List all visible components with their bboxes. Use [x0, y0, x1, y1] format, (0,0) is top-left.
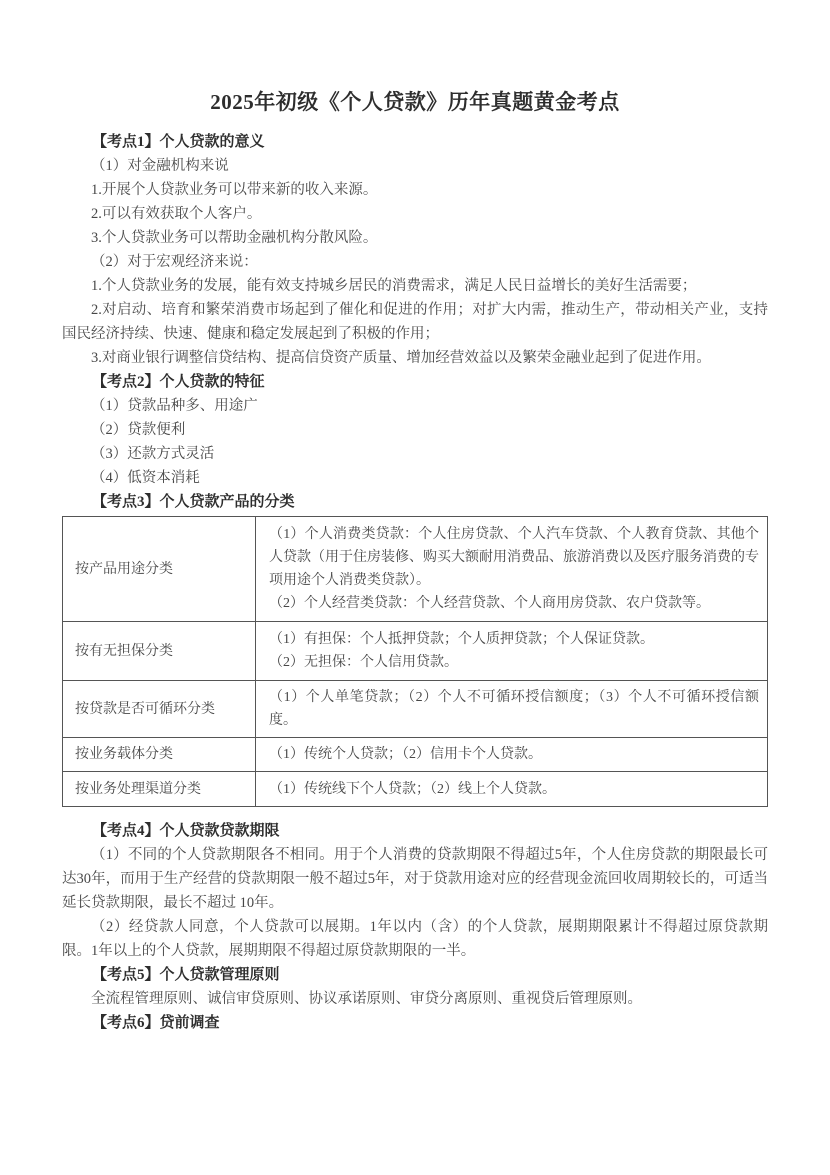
kp4-heading: 【考点4】个人贷款贷款期限	[92, 823, 280, 839]
row-label-cell: 按有无担保分类	[63, 622, 256, 681]
cell-line: （1）传统线下个人贷款；（2）线上个人贷款。	[269, 781, 556, 797]
paragraph: （1）不同的个人贷款期限各不相同。用于个人消费的贷款期限不得超过5年，个人住房贷款的期限最长可达30年，而用于生产经营的贷款期限一般不超过5年，对于贷款用途对应的经营现金流回收周期较长的，可适当延长贷款期限，最长不超过 10年。	[62, 847, 768, 911]
paragraph: （4）低资本消耗	[91, 470, 200, 486]
paragraph: 全流程管理原则、诚信审贷原则、协议承诺原则、审贷分离原则、重视贷后管理原则。	[91, 991, 642, 1007]
paragraph: （2）贷款便利	[91, 422, 186, 438]
paragraph: 3.对商业银行调整信贷结构、提高信贷资产质量、增加经营效益以及繁荣金融业起到了促进作用。	[91, 350, 711, 366]
row-label-cell: 按业务载体分类	[63, 738, 256, 772]
cell-line: （1）有担保：个人抵押贷款；个人质押贷款；个人保证贷款。	[269, 632, 654, 647]
row-label-cell: 按贷款是否可循环分类	[63, 681, 256, 738]
kp5-heading: 【考点5】个人贷款管理原则	[92, 967, 280, 983]
row-content-cell	[256, 738, 768, 772]
paragraph: （3）还款方式灵活	[91, 446, 215, 462]
row-label-cell: 按业务处理渠道分类	[63, 772, 256, 807]
cell-line: （1）传统个人贷款；（2）信用卡个人贷款。	[269, 747, 542, 762]
row-label-cell: 按产品用途分类	[63, 517, 256, 622]
paragraph: （2）经贷款人同意，个人贷款可以展期。1年以内（含）的个人贷款，展期期限累计不得超过原贷款期限。1年以上的个人贷款，展期期限不得超过原贷款期限的一半。	[62, 919, 768, 959]
kp1-heading: 【考点1】个人贷款的意义	[92, 134, 265, 150]
kp2-heading: 【考点2】个人贷款的特征	[92, 374, 265, 390]
document-title: 2025年初级《个人贷款》历年真题黄金考点	[210, 90, 620, 114]
cell-line: （1）个人单笔贷款；（2）个人不可循环授信额度；（3）个人不可循环授信额度。	[269, 690, 759, 728]
kp3-heading: 【考点3】个人贷款产品的分类	[92, 494, 295, 510]
paragraph: （2）对于宏观经济来说：	[91, 254, 258, 270]
cell-line: （1）个人消费类贷款：个人住房贷款、个人汽车贷款、个人教育贷款、其他个人贷款（用于住房装修、购买大额耐用消费品、旅游消费以及医疗服务消费的专项用途个人消费类贷款）。	[269, 527, 759, 588]
table-row	[63, 738, 768, 772]
table-row	[63, 681, 768, 738]
paragraph: （1）对金融机构来说	[91, 158, 229, 174]
cell-line: （2）无担保：个人信用贷款。	[269, 655, 458, 670]
kp6-heading: 【考点6】贷前调查	[92, 1015, 220, 1031]
table-row	[63, 517, 768, 622]
paragraph: 2.可以有效获取个人客户。	[91, 206, 262, 222]
row-content-cell	[256, 772, 768, 807]
paragraph: （1）贷款品种多、用途广	[91, 398, 258, 414]
table-row	[63, 772, 768, 807]
row-content-cell	[256, 517, 768, 622]
row-content-cell	[256, 681, 768, 738]
paragraph: 1.开展个人贷款业务可以带来新的收入来源。	[91, 182, 378, 198]
row-content-cell	[256, 622, 768, 681]
paragraph: 1.个人贷款业务的发展，能有效支持城乡居民的消费需求，满足人民日益增长的美好生活需要；	[91, 278, 697, 294]
paragraph: 3.个人贷款业务可以帮助金融机构分散风险。	[91, 230, 378, 246]
paragraph: 2.对启动、培育和繁荣消费市场起到了催化和促进的作用；对扩大内需，推动生产，带动相关产业，支持国民经济持续、快速、健康和稳定发展起到了积极的作用；	[62, 302, 768, 342]
cell-line: （2）个人经营类贷款：个人经营贷款、个人商用房贷款、农户贷款等。	[269, 596, 710, 611]
classification-table	[62, 516, 768, 807]
table-row	[63, 622, 768, 681]
